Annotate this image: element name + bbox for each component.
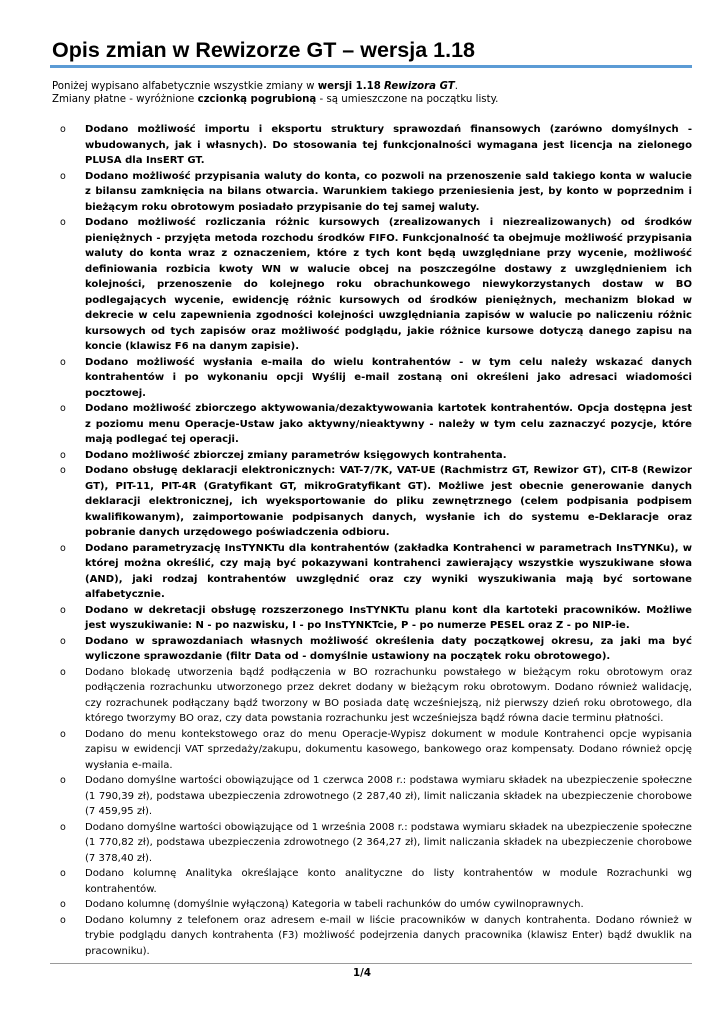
intro-text: Zmiany płatne - wyróżnione: [52, 94, 198, 105]
intro-text: - są umieszczone na początku listy.: [316, 94, 499, 105]
change-item: [60, 401, 692, 448]
change-text: Dodano domyślne wartości obowiązujące od 1 czerwca 2008 r.: podstawa wymiaru składek na ubezpieczenie społeczne (1 790,39 zł), podstawa ubezpieczenia zdrowotnego (2 287,40 zł), limit naliczania składek na ubezpieczenie chorobowe (7 459,95 zł).: [85, 775, 692, 817]
page-number: 1/4: [353, 968, 371, 979]
footer-divider: [50, 963, 692, 964]
bullet-circle-icon: o: [60, 124, 66, 135]
bullet-circle-icon: o: [60, 728, 66, 740]
change-text: Dodano możliwość zbiorczego aktywowania/dezaktywowania kartotek kontrahentów. Opcja dostępna jest z poziomu menu Operacje-Ustaw jako aktywny/nieaktywny - należy w tym celu zaznaczyć pozycje, które mają podlegać tej operacji.: [85, 403, 692, 445]
bold-font-note: czcionką pogrubioną: [197, 94, 317, 105]
change-text: Dodano blokadę utworzenia bądź podłączenia w BO rozrachunku powstałego w bieżącym roku obrotowym oraz podłączenia rozrachunku utworzonego przez dekret dodany w bieżącym roku obrotowym. Dodano również walidację, czy rozrachunek podłączany bądź tworzony w BO posiada datę wcześniejszą, niż pierwszy dzień roku obrotowego, dla którego tworzymy BO oraz, czy data powstania rozrachunku jest wcześniejsza bądź równa dacie terminu płatności.: [85, 666, 692, 724]
change-item: [60, 897, 692, 913]
product-name: Rewizora GT: [384, 81, 455, 92]
change-text: Dodano kolumny z telefonem oraz adresem e-mail w liście pracowników w danych kontrahenta. Dodano również w trybie podglądu danych kontrahenta (F3) możliwość podejrzenia danych pracownika (klawisz Enter) bądź dwuklik na pracowniku).: [85, 914, 692, 957]
intro-line-2: [52, 93, 692, 106]
intro: [52, 80, 692, 106]
change-item: [60, 820, 692, 867]
bullet-circle-icon: o: [60, 356, 66, 368]
change-item: [60, 169, 692, 216]
change-text: Dodano obsługę deklaracji elektronicznych: VAT-7/7K, VAT-UE (Rachmistrz GT, Rewizor GT), CIT-8 (Rewizor GT), PIT-11, PIT-4R (Gratyfikant GT, mikroGratyfikant GT). Możliwe jest obecnie generowanie danych deklaracji elektronicznej, ich wyeksportowanie do pliku zewnętrznego (celem podpisania podpisem kwalifikowanym), zaimportowanie podpisanych danych, wysłanie ich do systemu e-Deklaracje oraz pobranie danych urzędowego poświadczenia odbioru.: [85, 465, 692, 538]
change-text: Dodano w dekretacji obsługę rozszerzonego InsTYNKTu planu kont dla kartoteki pracowników. Możliwe jest wyszukiwanie: N - po nazwisku, I - po InsTYNKTcie, P - po numerze PESEL oraz Z - po NIP-ie.: [85, 604, 692, 631]
change-text: Dodano w sprawozdaniach własnych możliwość określenia daty początkowej okresu, za jaki ma być wyliczone sprawozdanie (filtr Data od - domyślnie ustawiony na początek roku obrotowego).: [85, 635, 692, 662]
bullet-circle-icon: o: [60, 666, 66, 678]
bullet-circle-icon: o: [60, 868, 66, 879]
change-item: [60, 727, 692, 774]
bullet-circle-icon: o: [60, 449, 66, 461]
change-item: [60, 603, 692, 634]
change-text: Dodano możliwość wysłania e-maila do wielu kontrahentów - w tym celu należy wskazać danych kontrahentów i po wykonaniu opcji Wyślij e-mail zostaną oni określeni jako adresaci wiadomości pocztowej.: [85, 356, 692, 399]
change-item: [60, 215, 692, 355]
bullet-circle-icon: o: [60, 403, 66, 414]
change-text: Dodano możliwość przypisania waluty do konta, co pozwoli na przenoszenie sald takiego konta w walucie z bilansu zamknięcia na bilans otwarcia. Warunkiem takiego przeniesienia jest, by konto w poprzednim i bieżącym roku obrotowym posiadało przypisanie do tej samej waluty.: [85, 170, 692, 213]
bullet-circle-icon: o: [60, 465, 66, 476]
change-text: Dodano kolumnę Analityka określające konto analityczne do listy kontrahentów w module Rozrachunki wg kontrahentów.: [85, 868, 692, 895]
change-item: [60, 773, 692, 820]
change-text: Dodano parametryzację InsTYNKTu dla kontrahentów (zakładka Kontrahenci w parametrach InsTYNKu), w której można określić, czy mają być pokazywani kontrahenci zawierający wszystkie wyszukiwane słowa (AND), jaki rodzaj kontrahentów uwzględnić oraz czy wyniki wyszukiwania mają być sortowane alfabetycznie.: [85, 542, 692, 600]
bullet-circle-icon: o: [60, 899, 66, 910]
change-item: [60, 634, 692, 665]
bullet-circle-icon: o: [60, 775, 66, 786]
change-item: [60, 913, 692, 960]
change-item: [60, 355, 692, 402]
bullet-circle-icon: o: [60, 604, 66, 616]
change-item: [60, 665, 692, 727]
change-text: Dodano kolumnę (domyślnie wyłączoną) Kategoria w tabeli rachunków do umów cywilnoprawnych.: [85, 899, 584, 910]
intro-text: Poniżej wypisano alfabetycznie wszystkie zmiany w: [52, 81, 318, 92]
intro-line-1: [52, 80, 692, 93]
change-text: Dodano możliwość importu i eksportu struktury sprawozdań finansowych (zarówno domyślnych - wbudowanych, jak i własnych). Do stosowania tej funkcjonalności wymagana jest licencja na zielonego PLUSA dla InsERT GT.: [85, 124, 692, 166]
bullet-circle-icon: o: [60, 914, 66, 926]
change-text: Dodano możliwość zbiorczej zmiany parametrów księgowych kontrahenta.: [85, 449, 507, 461]
page-title: Opis zmian w Rewizorze GT – wersja 1.18: [52, 38, 475, 62]
change-item: [60, 122, 692, 169]
changes-list: [60, 122, 692, 959]
bullet-circle-icon: o: [60, 635, 66, 647]
change-item: [60, 463, 692, 541]
change-item: [60, 541, 692, 603]
intro-period: .: [454, 81, 458, 92]
change-item: [60, 866, 692, 897]
bullet-circle-icon: o: [60, 542, 66, 554]
bullet-circle-icon: o: [60, 821, 66, 833]
change-text: Dodano do menu kontekstowego oraz do menu Operacje-Wypisz dokument w module Kontrahenci opcje wypisania zapisu w ewidencji VAT sprzedaży/zakupu, dokumentu kasowego, bankowego oraz kompensaty. Dodano również opcję wysłania e-maila.: [85, 728, 692, 771]
change-item: [60, 448, 692, 464]
change-text: Dodano domyślne wartości obowiązujące od 1 września 2008 r.: podstawa wymiaru składek na ubezpieczenie społeczne (1 770,82 zł), podstawa ubezpieczenia zdrowotnego (2 364,27 zł), limit naliczania składek na ubezpieczenie chorobowe (7 378,40 zł).: [85, 821, 692, 864]
bullet-circle-icon: o: [60, 170, 66, 182]
bullet-circle-icon: o: [60, 217, 66, 228]
version-label: wersji 1.18: [317, 81, 381, 92]
change-text: Dodano możliwość rozliczania różnic kursowych (zrealizowanych i niezrealizowanych) od środków pieniężnych - przyjęta metoda rozchodu środków FIFO. Funkcjonalność ta obejmuje możliwość przypisania waluty do konta wraz z oznaczeniem, które z tych kont będą uwzględniane przy wycenie, możliwość definiowania rozbicia kwoty WN w walucie obcej na poszczególne dostawy z uwzględnieniem ich kolejności, przenoszenie do kolejnego roku obrachunkowego niewykorzystanych dostaw w BO podlegających wycenie, ewidencję różnic kursowych od środków pieniężnych, mechanizm blokad w dekrecie w celu zapewnienia zgodności kolejności uwzględniania zapisów w walucie po naliczeniu różnic kursowych od tych zapisów oraz możliwość podglądu, jakie różnice kursowe dotyczą danego zapisu na koncie (klawisz F6 na danym zapisie).: [85, 217, 692, 352]
title-underline: [50, 65, 692, 68]
